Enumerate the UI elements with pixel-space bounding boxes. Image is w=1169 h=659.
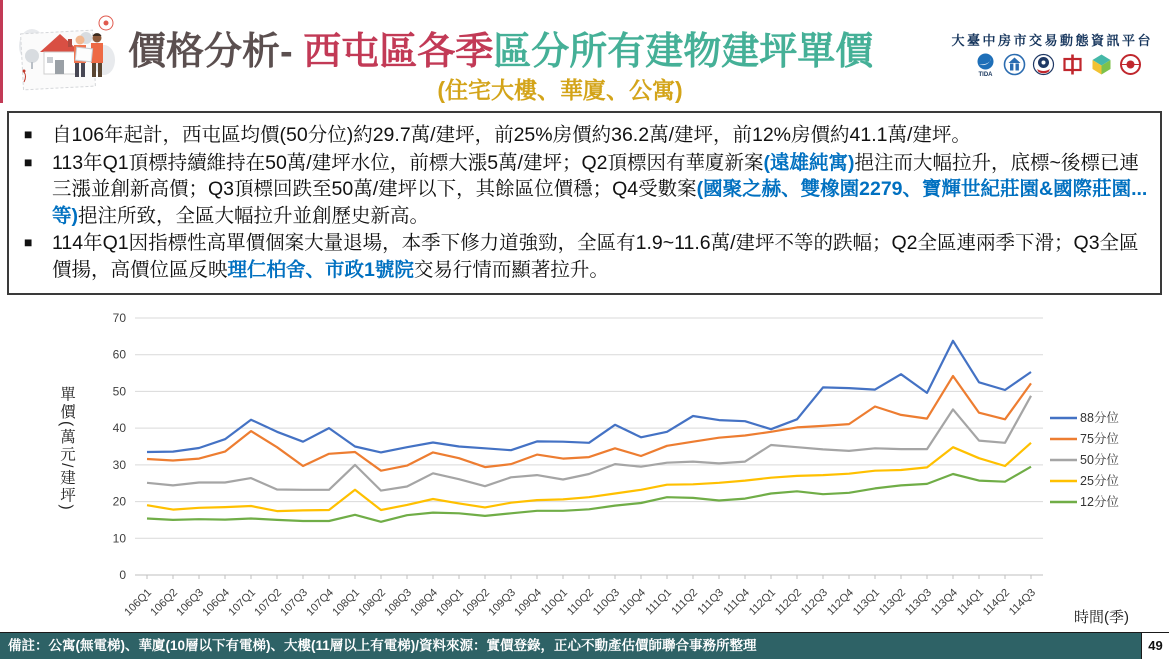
bullet-item: [21, 230, 1148, 283]
x-tick-label: 111Q3: [695, 586, 727, 618]
y-tick-label: 30: [112, 457, 126, 472]
bullet-text-segment: (遠雄純寓): [763, 151, 855, 174]
legend-label: 25分位: [1080, 474, 1119, 488]
x-tick-label: 113Q2: [876, 586, 909, 618]
series-line-25分位: [147, 443, 1031, 511]
footer-note: 備註：公寓(無電梯)、華廈(10層以下有電梯)、大樓(11層以上有電梯)/資料來源：實價登錄，正心不動產估價師聯合事務所整理: [0, 632, 1141, 659]
x-tick-label: 113Q3: [902, 586, 935, 618]
logo-row: [973, 52, 1143, 77]
x-tick-label: 109Q3: [486, 586, 519, 619]
bullet-marker: ■: [24, 234, 33, 250]
price-line-chart: [0, 298, 1169, 650]
x-tick-label: 113Q1: [850, 586, 883, 618]
x-tick-label: 108Q4: [408, 586, 441, 619]
x-tick-label: 111Q2: [669, 586, 701, 618]
tida-logo: [973, 52, 998, 77]
x-tick-label: 110Q3: [590, 586, 623, 618]
x-tick-label: 109Q4: [512, 586, 545, 619]
x-tick-label: 109Q2: [460, 586, 493, 619]
title-building-types: (住宅大樓、華廈、公寓): [437, 77, 683, 103]
y-tick-label: 70: [112, 311, 126, 325]
legend-label: 50分位: [1080, 453, 1119, 467]
x-axis-label: 時間(季): [1074, 609, 1129, 626]
y-tick-label: 10: [112, 531, 126, 546]
title-district: 西屯區各季: [303, 31, 494, 73]
left-red-accent-bar: [0, 0, 3, 103]
x-tick-label: 111Q4: [721, 586, 753, 618]
y-tick-label: 40: [112, 421, 126, 436]
x-tick-label: 112Q4: [824, 586, 857, 618]
x-tick-label: 106Q2: [148, 586, 181, 619]
title-subject: 區分所有建物建坪單價: [493, 31, 874, 73]
cube-logo: [1089, 52, 1114, 77]
x-tick-label: 112Q2: [772, 586, 805, 618]
x-tick-label: 107Q3: [278, 586, 311, 619]
bullet-list: [21, 122, 1148, 283]
title-prefix: 價格分析-: [128, 31, 304, 73]
bullet-marker: ■: [24, 126, 33, 142]
appraiser-association-logo: [1118, 52, 1143, 77]
bullet-item: [21, 122, 1148, 149]
x-tick-label: 109Q1: [434, 586, 467, 619]
bullet-marker: ■: [24, 153, 33, 170]
bullet-text-segment: (國聚之赫、雙橡園2279、寶輝世紀莊園&國際莊園...等): [52, 178, 1148, 227]
bullet-text-segment: 挹注而大幅拉升，底標~後標已連三漲並創新高價；Q3頂標回跌至50萬/建坪以下，其餘區位價穩；Q4受數案: [52, 151, 1139, 200]
x-tick-label: 108Q1: [330, 586, 363, 619]
x-tick-label: 107Q2: [252, 586, 285, 619]
svg-text:TIDA: TIDA: [978, 72, 993, 77]
chart-canvas: [0, 298, 1169, 650]
y-tick-label: 0: [119, 568, 126, 582]
bullet-text-segment: 113年Q1頂標持續維持在50萬/建坪水位，前標大漲5萬/建坪；Q2頂標因有華廈新案: [52, 151, 764, 174]
x-tick-label: 107Q1: [226, 586, 259, 619]
legend-label: 75分位: [1080, 432, 1119, 446]
x-tick-label: 107Q4: [304, 586, 337, 619]
x-tick-label: 112Q3: [798, 586, 831, 618]
government-seal-logo: [1031, 52, 1056, 77]
housing-agency-logo: [1002, 52, 1027, 77]
bullet-text-segment: 自106年起計，西屯區均價(50分位)約29.7萬/建坪，前25%房價約36.2萬/建坪，前12%房價約41.1萬/建坪。: [52, 124, 971, 146]
x-tick-label: 106Q4: [200, 586, 233, 619]
legend-label: 12分位: [1080, 495, 1119, 509]
house-people-illustration: [16, 12, 116, 106]
y-tick-label: 20: [112, 494, 126, 509]
red-emblem-logo: [1060, 52, 1085, 77]
y-tick-label: 50: [112, 384, 126, 399]
x-tick-label: 114Q3: [1006, 586, 1039, 618]
series-line-88分位: [147, 341, 1031, 453]
bullet-text-segment: 理仁柏舍、市政1號院: [227, 258, 414, 281]
x-tick-label: 110Q4: [616, 586, 649, 618]
summary-text-box: [7, 111, 1162, 295]
x-tick-label: 112Q1: [746, 586, 779, 618]
bullet-item: [21, 150, 1148, 230]
page-number: 49: [1141, 632, 1169, 659]
x-tick-label: 114Q2: [980, 586, 1013, 618]
y-axis-label: 單價(萬元/建坪): [58, 386, 75, 512]
x-tick-label: 110Q2: [564, 586, 597, 618]
x-tick-label: 114Q1: [954, 586, 987, 618]
x-tick-label: 108Q3: [382, 586, 415, 619]
y-tick-label: 60: [112, 347, 126, 362]
page-title: [128, 20, 873, 75]
header-illustration: [16, 12, 116, 111]
x-tick-label: 106Q1: [122, 586, 155, 619]
legend-label: 88分位: [1080, 411, 1119, 425]
x-tick-label: 106Q3: [174, 586, 207, 619]
bullet-text-segment: 交易行情而顯著拉升。: [413, 258, 609, 281]
x-tick-label: 110Q1: [538, 586, 571, 618]
bullet-text-segment: 114年Q1因指標性高單價個案大量退場，本季下修力道強勁，全區有1.9~11.6萬/建坪不等的跌幅；Q2全區連兩季下滑；Q3全區價揚，高價位區反映: [52, 232, 1139, 281]
x-tick-label: 113Q4: [928, 586, 961, 618]
series-line-75分位: [147, 376, 1031, 471]
bullet-text-segment: 挹注所致，全區大幅拉升並創歷史新高。: [78, 204, 430, 227]
x-tick-label: 111Q1: [643, 586, 675, 618]
x-tick-label: 108Q2: [356, 586, 389, 619]
platform-name: 大臺中房市交易動態資訊平台: [951, 33, 1153, 48]
